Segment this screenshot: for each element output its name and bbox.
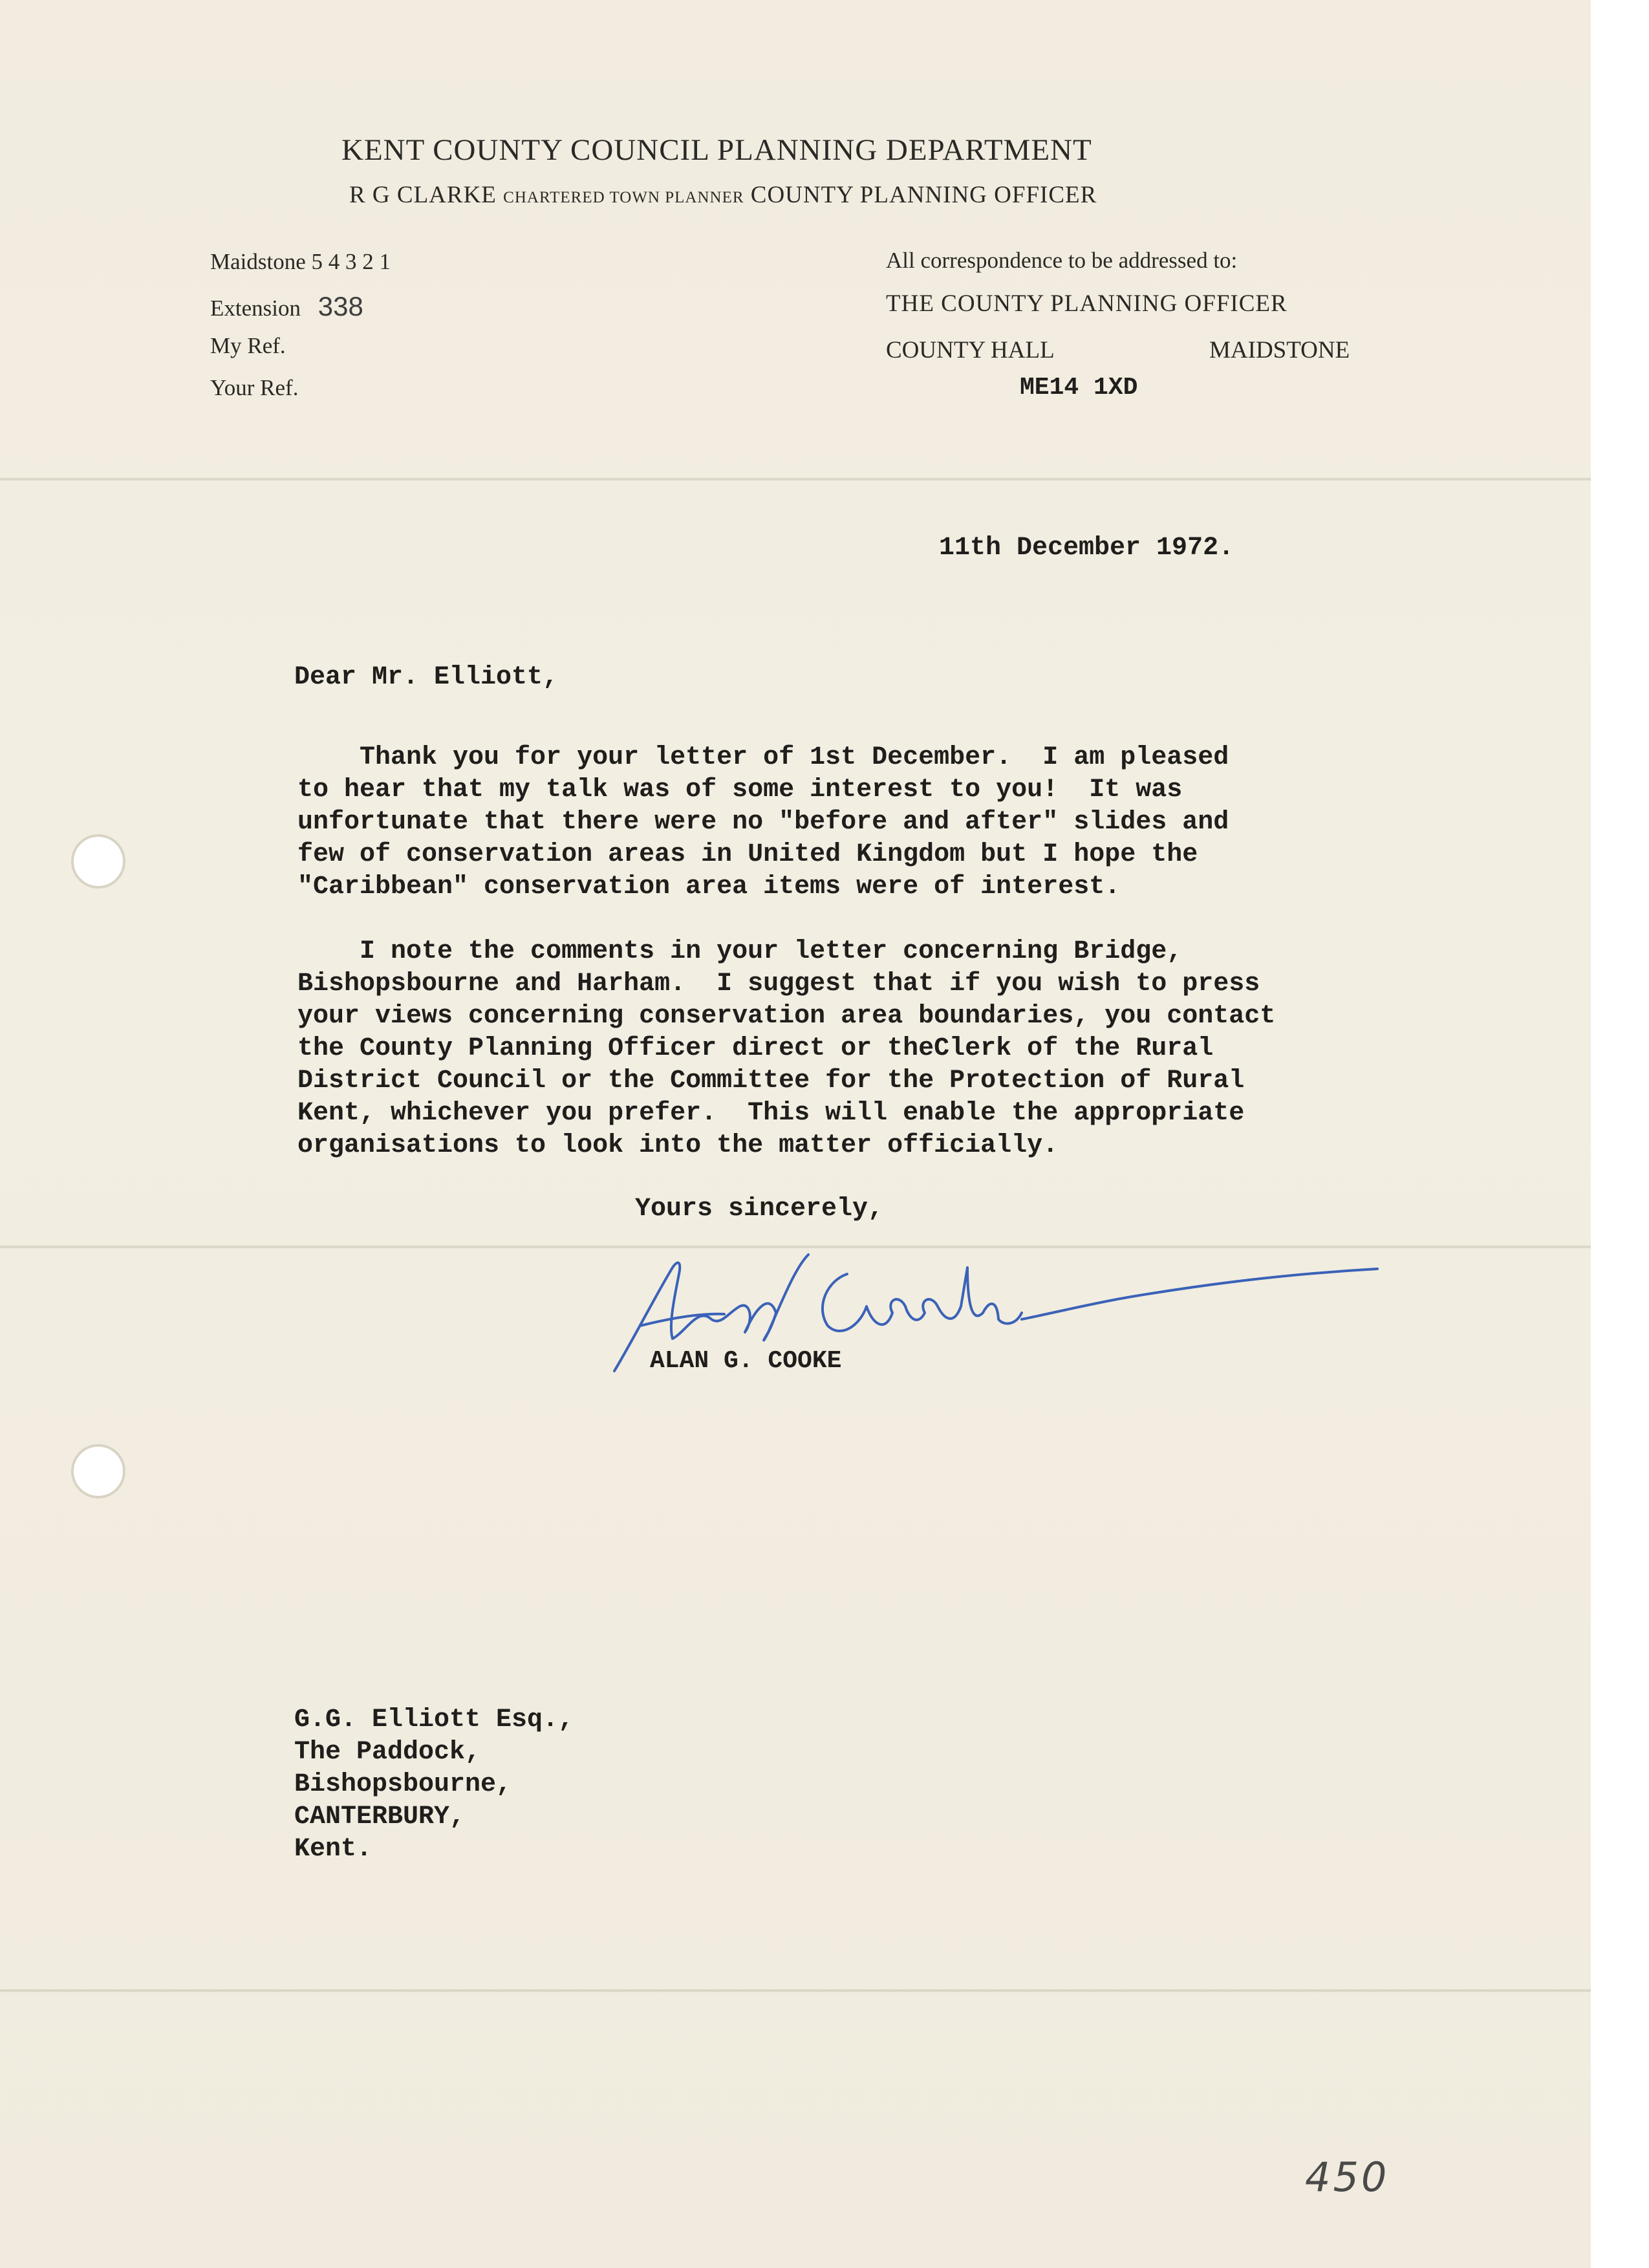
letter-date: 11th December 1972. (939, 534, 1234, 563)
signer-name: ALAN G. COOKE (650, 1347, 842, 1375)
letterhead-officer-line (349, 181, 1097, 209)
extension-value: 338 (318, 291, 363, 321)
body-paragraph-1: Thank you for your letter of 1st December. I am pleased to hear that my talk was of some interest to you! It was unfortunate that there were no "before and after" slides and few of conservation areas in United Kingdom but I hope the "Caribbean" conservation area items were of interest. (297, 743, 1229, 902)
my-ref-label: My Ref. (210, 333, 286, 358)
phone-number: 5 4 3 2 1 (311, 249, 391, 274)
punch-hole (71, 834, 125, 889)
closing: Yours sincerely, (635, 1194, 884, 1224)
body-paragraph-2: I note the comments in your letter concerning Bridge, Bishopsbourne and Harham. I suggest that if you wish to press your views concerning conservation area boundaries, you contact the County Planning Officer direct or theClerk of the Rural District Council or the Committee for the Protection of Rural Kent, whichever you prefer. This will enable the appropriate organisations to look into the matter officially. (297, 937, 1276, 1160)
recipient-line: The Paddock, (294, 1738, 481, 1767)
recipient-line: G.G. Elliott Esq., (294, 1705, 574, 1734)
officer-qualification: CHARTERED TOWN PLANNER (503, 189, 744, 206)
phone-label: Maidstone (210, 249, 306, 274)
address-town: MAIDSTONE (1209, 337, 1350, 363)
address-postcode: ME14 1XD (1020, 374, 1138, 402)
recipient-line: Kent. (294, 1835, 372, 1864)
address-building: COUNTY HALL (886, 337, 1055, 363)
fold-line (0, 477, 1591, 481)
correspondence-addressee: THE COUNTY PLANNING OFFICER (886, 290, 1288, 317)
extension-line (210, 291, 363, 322)
phone-line (210, 249, 391, 275)
your-ref-label: Your Ref. (210, 375, 299, 400)
fold-line (0, 1989, 1591, 1993)
punch-hole (71, 1444, 125, 1498)
officer-name: R G CLARKE (349, 182, 497, 208)
recipient-line: CANTERBURY, (294, 1802, 466, 1831)
extension-label: Extension (210, 296, 301, 321)
officer-title: COUNTY PLANNING OFFICER (750, 182, 1097, 208)
recipient-line: Bishopsbourne, (294, 1770, 512, 1799)
letterhead-title: KENT COUNTY COUNCIL PLANNING DEPARTMENT (341, 133, 1092, 167)
correspondence-intro: All correspondence to be addressed to: (886, 248, 1238, 273)
salutation: Dear Mr. Elliott, (294, 663, 559, 692)
page-number: 450 (1305, 2154, 1390, 2201)
